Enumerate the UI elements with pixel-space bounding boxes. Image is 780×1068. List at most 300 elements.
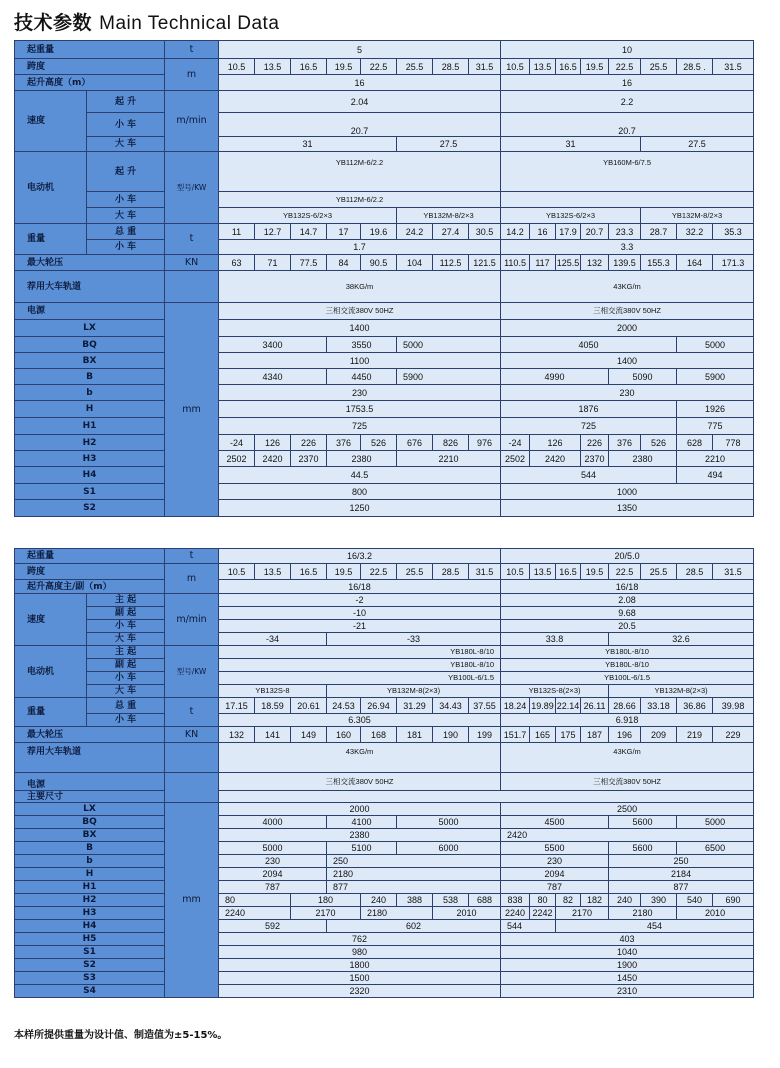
- cell: 2310: [501, 985, 754, 998]
- cell: 2210: [677, 451, 754, 467]
- unit-t: t: [165, 224, 219, 255]
- cell: 16: [501, 75, 754, 91]
- row-label-crane: 大 车: [87, 685, 165, 698]
- cell: 39.98: [713, 698, 754, 714]
- row-label-aux-hoist: 副 起: [87, 659, 165, 672]
- row-label-max-wheel-load: 最大轮压: [15, 727, 165, 743]
- cell: 37.55: [469, 698, 501, 714]
- row-label-capacity: 起重量: [15, 549, 165, 564]
- row-label-lift-height: 起升高度主/副（m）: [15, 580, 165, 594]
- cell: -21: [219, 620, 501, 633]
- cell: 16: [530, 224, 556, 240]
- unit-mm: mm: [165, 803, 219, 998]
- cell: 187: [581, 727, 609, 743]
- cell: 226: [581, 435, 609, 451]
- row-label-power: 电源: [15, 303, 165, 320]
- row-label-h4: H4: [15, 467, 165, 484]
- cell: 27.5: [641, 137, 754, 152]
- row-label-s2: S2: [15, 500, 165, 517]
- cell: 4990: [501, 369, 609, 385]
- cell: 976: [469, 435, 501, 451]
- row-label-bx: BX: [15, 829, 165, 842]
- cell: 16: [219, 75, 501, 91]
- cell: 877: [609, 881, 754, 894]
- cell: 2420: [530, 451, 581, 467]
- row-label-h: H: [15, 401, 165, 418]
- cell: 19.5: [327, 59, 361, 75]
- row-label-b-upper: B: [15, 842, 165, 855]
- row-label-h1: H1: [15, 881, 165, 894]
- row-label-h3: H3: [15, 907, 165, 920]
- cell: 494: [677, 467, 754, 484]
- row-label-power: 电源: [15, 773, 165, 791]
- cell: 25.5: [641, 59, 677, 75]
- cell: 160: [327, 727, 361, 743]
- cell: 5600: [609, 816, 677, 829]
- cell: 2000: [501, 320, 754, 337]
- cell: 14.7: [291, 224, 327, 240]
- cell: 三相交流380V 50HZ: [501, 773, 754, 791]
- cell: 155.3: [641, 255, 677, 271]
- row-label-span: 跨度: [15, 59, 165, 75]
- cell: 2370: [581, 451, 609, 467]
- cell: -10: [219, 607, 501, 620]
- cell: 17.15: [219, 698, 255, 714]
- cell: 110.5: [501, 255, 530, 271]
- cell: 16/3.2: [219, 549, 501, 564]
- cell: 80: [219, 894, 291, 907]
- row-label-total-weight: 总 重: [87, 698, 165, 714]
- row-label-b-lower: b: [15, 385, 165, 401]
- cell: 32.2: [677, 224, 713, 240]
- row-label-max-wheel-load: 最大轮压: [15, 255, 165, 271]
- unit-t: t: [165, 549, 219, 564]
- cell: -33: [327, 633, 501, 646]
- cell: 16.5: [291, 59, 327, 75]
- cell: 2370: [291, 451, 327, 467]
- row-label-b-upper: B: [15, 369, 165, 385]
- cell: 12.7: [255, 224, 291, 240]
- cell: 250: [327, 855, 501, 868]
- cell: 1753.5: [219, 401, 501, 418]
- cell: 20.5: [501, 620, 754, 633]
- footnote: 本样所提供重量为设计值、制造值为±5-15%。: [14, 1030, 228, 1041]
- row-label-s3: S3: [15, 972, 165, 985]
- cell: 190: [433, 727, 469, 743]
- row-label-h2: H2: [15, 435, 165, 451]
- cell: 17: [327, 224, 361, 240]
- unit-kn: KN: [165, 255, 219, 271]
- cell: 43KG/m: [501, 743, 754, 773]
- row-label-bx: BX: [15, 353, 165, 369]
- cell: 19.5: [581, 564, 609, 580]
- cell: 403: [501, 933, 754, 946]
- row-label-speed: 速度: [15, 594, 87, 646]
- row-label-speed: 速度: [15, 91, 87, 152]
- cell: YB132M-8/2×3: [641, 208, 754, 224]
- row-label-trolley: 小 车: [87, 240, 165, 255]
- cell: 1400: [219, 320, 501, 337]
- cell: 4000: [219, 816, 327, 829]
- cell: 690: [713, 894, 754, 907]
- cell: 121.5: [469, 255, 501, 271]
- cell: YB132S-6/2×3: [501, 208, 641, 224]
- cell: 25.5: [397, 59, 433, 75]
- cell: 226: [291, 435, 327, 451]
- cell: 6.305: [219, 714, 501, 727]
- cell: 168: [361, 727, 397, 743]
- cell: 2000: [219, 803, 501, 816]
- cell: 1.7: [219, 240, 501, 255]
- cell: 4500: [501, 816, 609, 829]
- cell: 800: [219, 484, 501, 500]
- cell: 6500: [677, 842, 754, 855]
- cell: 132: [581, 255, 609, 271]
- cell: 141: [255, 727, 291, 743]
- cell: 2242: [530, 907, 556, 920]
- cell: 13.5: [530, 59, 556, 75]
- cell: YB112M-6/2.2: [219, 152, 501, 192]
- row-label-h1: H1: [15, 418, 165, 435]
- row-label-h3: H3: [15, 451, 165, 467]
- cell: 三相交流380V 50HZ: [219, 303, 501, 320]
- cell: 230: [219, 855, 327, 868]
- cell: 2.08: [501, 594, 754, 607]
- cell: 84: [327, 255, 361, 271]
- row-label-main-dimensions: 主要尺寸: [15, 791, 165, 803]
- cell: 676: [397, 435, 433, 451]
- cell: 2502: [501, 451, 530, 467]
- cell: 5000: [219, 842, 327, 855]
- cell: 26.11: [581, 698, 609, 714]
- cell: 28.7: [641, 224, 677, 240]
- cell: YB160M-6/7.5: [501, 152, 754, 192]
- cell: 165: [530, 727, 556, 743]
- cell: 5600: [609, 842, 677, 855]
- cell: 10: [501, 41, 754, 59]
- cell: 2380: [609, 451, 677, 467]
- cell: 1250: [219, 500, 501, 517]
- cell: 18.24: [501, 698, 530, 714]
- cell: 1100: [219, 353, 501, 369]
- cell: 454: [556, 920, 754, 933]
- cell: 2380: [219, 829, 501, 842]
- unit-t: t: [165, 698, 219, 727]
- cell: 219: [677, 727, 713, 743]
- unit-m: m: [165, 564, 219, 594]
- cell: 2420: [501, 829, 754, 842]
- cell: 2180: [609, 907, 677, 920]
- row-label-crane: 大 车: [87, 208, 165, 224]
- cell: 20/5.0: [501, 549, 754, 564]
- cell: 544: [501, 920, 556, 933]
- cell: 877: [327, 881, 501, 894]
- row-label-s1: S1: [15, 946, 165, 959]
- cell: 1000: [501, 484, 754, 500]
- cell: 22.5: [361, 59, 397, 75]
- cell: 2240: [501, 907, 530, 920]
- cell: YB180L-8/10: [501, 659, 754, 672]
- cell: 27.5: [397, 137, 501, 152]
- row-label-motor: 电动机: [15, 646, 87, 698]
- cell: 20.7: [581, 224, 609, 240]
- cell: 230: [501, 385, 754, 401]
- row-label-aux-hoist: 副 起: [87, 607, 165, 620]
- row-label-rail: 荐用大车轨道: [15, 743, 165, 773]
- unit-model-kw: 型号/KW: [165, 152, 219, 224]
- row-label-trolley: 小 车: [87, 113, 165, 137]
- row-label-s1: S1: [15, 484, 165, 500]
- cell: 175: [556, 727, 581, 743]
- row-label-rail: 荐用大车轨道: [15, 271, 165, 303]
- cell: 31: [219, 137, 397, 152]
- cell: 125.5: [556, 255, 581, 271]
- cell: 19.5: [327, 564, 361, 580]
- cell: 31.5: [713, 564, 754, 580]
- cell: 35.3: [713, 224, 754, 240]
- cell: 778: [713, 435, 754, 451]
- cell: 117: [530, 255, 556, 271]
- cell: 240: [361, 894, 397, 907]
- cell: 1800: [219, 959, 501, 972]
- cell: 2320: [219, 985, 501, 998]
- cell: 5000: [397, 337, 501, 353]
- cell: 28.5 .: [677, 59, 713, 75]
- cell: 1900: [501, 959, 754, 972]
- cell: 90.5: [361, 255, 397, 271]
- cell: 230: [219, 385, 501, 401]
- row-label-s4: S4: [15, 985, 165, 998]
- cell: 10.5: [219, 59, 255, 75]
- row-label-main-hoist: 主 起: [87, 594, 165, 607]
- unit-mmin: m/min: [165, 594, 219, 646]
- cell: 2170: [556, 907, 609, 920]
- cell: YB100L-6/1.5: [501, 672, 754, 685]
- cell: 22.14: [556, 698, 581, 714]
- cell: 1350: [501, 500, 754, 517]
- row-label-weight: 重量: [15, 698, 87, 727]
- row-label-trolley: 小 车: [87, 620, 165, 633]
- cell: 13.5: [255, 59, 291, 75]
- cell: 13.5: [530, 564, 556, 580]
- cell: 28.5: [433, 59, 469, 75]
- cell: 602: [327, 920, 501, 933]
- cell: 787: [219, 881, 327, 894]
- cell: 31.5: [713, 59, 754, 75]
- cell: 27.4: [433, 224, 469, 240]
- cell: 5900: [397, 369, 501, 385]
- cell: 540: [677, 894, 713, 907]
- row-label-main-hoist: 主 起: [87, 646, 165, 659]
- cell: 149: [291, 727, 327, 743]
- row-label-hoist: 起 升: [87, 152, 165, 192]
- cell: 28.66: [609, 698, 641, 714]
- cell: 19.5: [581, 59, 609, 75]
- cell: YB132S-8: [219, 685, 327, 698]
- cell: 139.5: [609, 255, 641, 271]
- cell: 19.6: [361, 224, 397, 240]
- cell: 787: [501, 881, 609, 894]
- unit-blank: [165, 743, 219, 773]
- title-cn: 技术参数: [14, 12, 93, 34]
- unit-blank: [165, 271, 219, 303]
- cell: 126: [530, 435, 581, 451]
- unit-kn: KN: [165, 727, 219, 743]
- cell: 4340: [219, 369, 327, 385]
- cell: 24.2: [397, 224, 433, 240]
- row-label-h4: H4: [15, 920, 165, 933]
- cell: 17.9: [556, 224, 581, 240]
- cell: 28.5: [677, 564, 713, 580]
- cell: 三相交流380V 50HZ: [219, 773, 501, 791]
- cell: 4100: [327, 816, 397, 829]
- cell: 376: [327, 435, 361, 451]
- cell: 16/18: [501, 580, 754, 594]
- cell: -24: [501, 435, 530, 451]
- cell: 2502: [219, 451, 255, 467]
- cell: 132: [219, 727, 255, 743]
- cell: 32.6: [609, 633, 754, 646]
- cell: 180: [291, 894, 361, 907]
- cell: YB180L-8/10: [219, 646, 501, 659]
- page-title: [14, 8, 279, 35]
- cell: 5000: [397, 816, 501, 829]
- cell: 33.18: [641, 698, 677, 714]
- cell: 838: [501, 894, 530, 907]
- cell: 126: [255, 435, 291, 451]
- cell: 544: [501, 467, 677, 484]
- cell: 5000: [677, 337, 754, 353]
- cell: 43KG/m: [219, 743, 501, 773]
- cell: 2.04: [219, 91, 501, 113]
- cell: 240: [609, 894, 641, 907]
- cell: 1040: [501, 946, 754, 959]
- cell: 22.5: [609, 564, 641, 580]
- row-label-lift-height: 起升高度（m）: [15, 75, 165, 91]
- cell: 209: [641, 727, 677, 743]
- cell: 28.5: [433, 564, 469, 580]
- cell: 14.2: [501, 224, 530, 240]
- cell: 1926: [677, 401, 754, 418]
- row-label-bq: BQ: [15, 816, 165, 829]
- cell: -34: [219, 633, 327, 646]
- cell: YB132S-8(2×3): [501, 685, 609, 698]
- spec-table-16-20t: [14, 548, 754, 998]
- cell: 3400: [219, 337, 327, 353]
- cell: 20.7: [501, 113, 754, 137]
- cell: 10.5: [501, 59, 530, 75]
- cell: 2010: [433, 907, 501, 920]
- cell: -24: [219, 435, 255, 451]
- cell: YB132M-8(2×3): [609, 685, 754, 698]
- cell: 19.89: [530, 698, 556, 714]
- cell: 20.7: [219, 113, 501, 137]
- unit-t: t: [165, 41, 219, 59]
- row-label-s2: S2: [15, 959, 165, 972]
- cell: 171.3: [713, 255, 754, 271]
- row-label-h2: H2: [15, 894, 165, 907]
- cell: 30.5: [469, 224, 501, 240]
- cell: [501, 192, 754, 208]
- row-label-h: H: [15, 868, 165, 881]
- cell: [219, 791, 754, 803]
- cell: 6.918: [501, 714, 754, 727]
- cell: 229: [713, 727, 754, 743]
- cell: 725: [219, 418, 501, 435]
- cell: 688: [469, 894, 501, 907]
- cell: 16.5: [556, 59, 581, 75]
- cell: 181: [397, 727, 433, 743]
- cell: 16/18: [219, 580, 501, 594]
- cell: 36.86: [677, 698, 713, 714]
- cell: 199: [469, 727, 501, 743]
- cell: 22.5: [609, 59, 641, 75]
- cell: 80: [530, 894, 556, 907]
- cell: YB180L-8/10: [501, 646, 754, 659]
- cell: YB132S-6/2×3: [219, 208, 397, 224]
- cell: 196: [609, 727, 641, 743]
- cell: 2210: [397, 451, 501, 467]
- cell: 43KG/m: [501, 271, 754, 303]
- unit-model-kw: 型号/KW: [165, 646, 219, 698]
- row-label-lx: LX: [15, 803, 165, 816]
- cell: 16.5: [291, 564, 327, 580]
- cell: 5500: [501, 842, 609, 855]
- cell: YB132M-8/2×3: [397, 208, 501, 224]
- cell: 20.61: [291, 698, 327, 714]
- cell: 2184: [609, 868, 754, 881]
- row-label-trolley: 小 车: [87, 672, 165, 685]
- cell: 2094: [501, 868, 609, 881]
- row-label-trolley: 小 车: [87, 192, 165, 208]
- cell: 6000: [397, 842, 501, 855]
- row-label-trolley: 小 车: [87, 714, 165, 727]
- cell: 31.5: [469, 59, 501, 75]
- cell: 31: [501, 137, 641, 152]
- cell: 151.7: [501, 727, 530, 743]
- cell: 628: [677, 435, 713, 451]
- cell: 25.5: [641, 564, 677, 580]
- cell: YB112M-6/2.2: [219, 192, 501, 208]
- cell: 826: [433, 435, 469, 451]
- cell: YB100L-6/1.5: [219, 672, 501, 685]
- row-label-lx: LX: [15, 320, 165, 337]
- cell: 9.68: [501, 607, 754, 620]
- cell: 538: [433, 894, 469, 907]
- cell: 5: [219, 41, 501, 59]
- cell: 16.5: [556, 564, 581, 580]
- cell: 1500: [219, 972, 501, 985]
- cell: 4050: [501, 337, 677, 353]
- cell: 11: [219, 224, 255, 240]
- title-en: Main Technical Data: [99, 13, 280, 34]
- cell: 25.5: [397, 564, 433, 580]
- cell: 4450: [327, 369, 397, 385]
- row-label-b-lower: b: [15, 855, 165, 868]
- spec-table-5-10t: [14, 40, 754, 517]
- cell: 762: [219, 933, 501, 946]
- cell: 33.8: [501, 633, 609, 646]
- cell: 2380: [327, 451, 397, 467]
- cell: 44.5: [219, 467, 501, 484]
- cell: 5900: [677, 369, 754, 385]
- cell: 26.94: [361, 698, 397, 714]
- cell: 2170: [291, 907, 361, 920]
- cell: 230: [501, 855, 609, 868]
- cell: 1400: [501, 353, 754, 369]
- cell: 34.43: [433, 698, 469, 714]
- cell: 三相交流380V 50HZ: [501, 303, 754, 320]
